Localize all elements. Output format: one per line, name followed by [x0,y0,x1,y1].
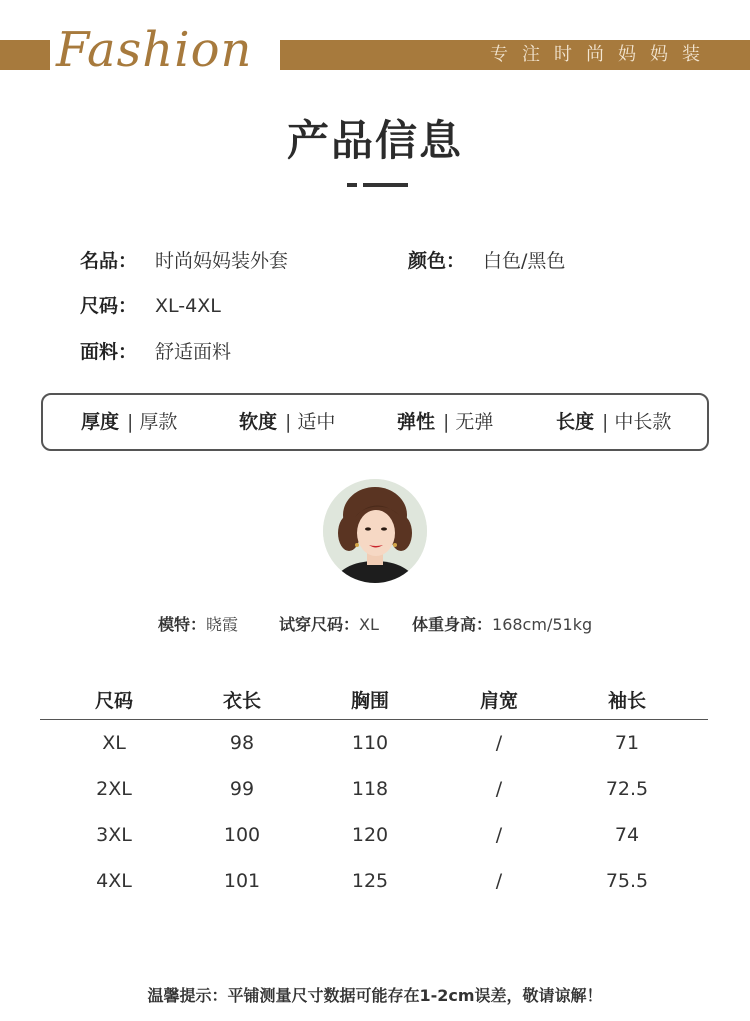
model-body [412,612,592,635]
table-cell: 99 [229,778,255,800]
spec-length-label: 长度 [556,411,595,433]
info-size-label: 尺码： [80,295,138,317]
info-name-value: 时尚妈妈装外套 [155,250,289,272]
spec-elasticity-value: 无弹 [455,411,494,433]
info-color-value: 白色/黑色 [483,250,566,272]
model-trial-size-label: 试穿尺码： [279,615,360,634]
header-chest: 胸围 [350,690,389,712]
table-row [40,858,708,904]
info-name-label: 名品： [80,250,138,272]
table-row [40,720,708,766]
spec-separator: | [285,411,292,433]
table-cell: 110 [351,732,389,754]
spec-softness [239,395,335,449]
table-cell: 2XL [96,778,132,800]
table-cell: 125 [351,870,389,892]
title-divider-long [363,183,408,187]
spec-separator: | [602,411,609,433]
table-cell: / [495,824,503,846]
model-portrait-icon [323,479,427,583]
table-cell: 118 [351,778,389,800]
spec-thickness-label: 厚度 [81,411,120,433]
spec-elasticity-label: 弹性 [397,411,436,433]
spec-thickness [81,395,177,449]
size-table [40,682,708,904]
banner-slogan: 专注时尚妈妈装 [490,44,714,65]
table-cell: 74 [614,824,640,846]
table-cell: 120 [351,824,389,846]
table-cell: / [495,778,503,800]
table-cell: XL [102,732,126,754]
model-avatar [323,479,427,583]
table-cell: / [495,870,503,892]
table-cell: 4XL [96,870,132,892]
table-cell: 3XL [96,824,132,846]
spec-softness-value: 适中 [297,411,336,433]
table-row [40,812,708,858]
table-cell: 100 [223,824,261,846]
table-cell: 98 [229,732,255,754]
model-trial-size [279,612,379,635]
header-shoulder: 肩宽 [479,690,518,712]
spec-separator: | [127,411,134,433]
spec-thickness-value: 厚款 [139,411,178,433]
header-sleeve: 袖长 [607,690,646,712]
model-body-value: 168cm/51kg [492,615,593,634]
measurement-note: 温馨提示：平铺测量尺寸数据可能存在1-2cm误差，敬请谅解！ [147,986,603,1005]
model-name-label: 模特： [158,615,207,634]
spec-length-value: 中长款 [614,411,672,433]
info-size-value: XL-4XL [155,295,221,317]
spec-elasticity [397,395,493,449]
model-body-label: 体重身高： [412,615,493,634]
table-row [40,766,708,812]
model-trial-size-value: XL [359,615,379,634]
header-banner [0,0,750,80]
spec-box [41,393,709,451]
banner-bar-left [0,40,50,70]
table-cell: 101 [223,870,261,892]
info-size-row [80,293,221,319]
info-fabric-row [80,339,231,365]
table-cell: / [495,732,503,754]
info-name-row [80,248,288,274]
info-color-row [408,248,565,274]
spec-separator: | [443,411,450,433]
title-divider-short [347,183,357,187]
fashion-logo: Fashion [56,22,253,78]
info-fabric-label: 面料： [80,341,138,363]
spec-softness-label: 软度 [239,411,278,433]
table-cell: 72.5 [605,778,649,800]
model-name [158,612,238,635]
table-cell: 75.5 [605,870,649,892]
info-fabric-value: 舒适面料 [155,341,232,363]
size-table-header [40,682,708,720]
header-size: 尺码 [94,690,133,712]
info-color-label: 颜色： [408,250,466,272]
page-title: 产品信息 [286,116,463,165]
spec-length [556,395,671,449]
table-cell: 71 [614,732,640,754]
header-length: 衣长 [222,690,261,712]
model-name-value: 晓霞 [206,615,239,634]
